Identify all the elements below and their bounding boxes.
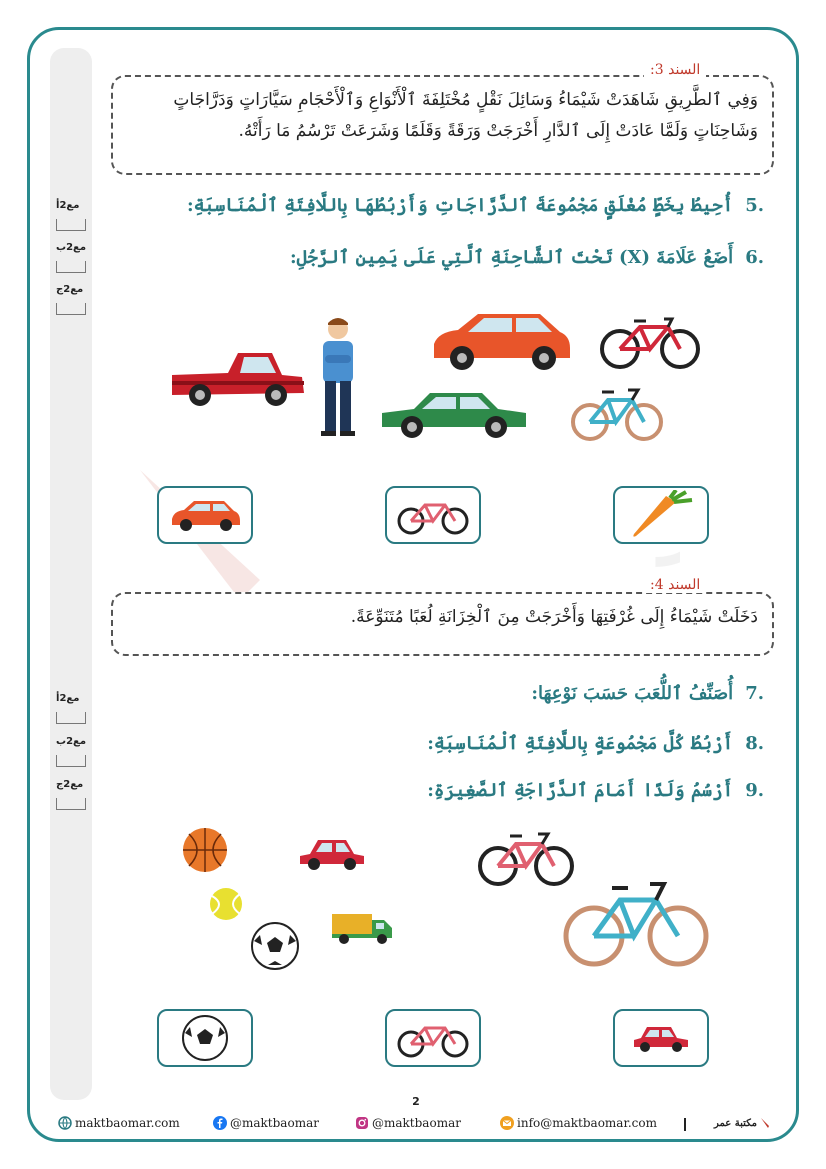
sanad-4-box bbox=[111, 592, 774, 656]
label-carrot[interactable] bbox=[613, 486, 709, 544]
label-bicycle[interactable] bbox=[385, 486, 481, 544]
footer-facebook-text: @maktbaomar bbox=[230, 1116, 319, 1130]
question-6 bbox=[290, 247, 764, 268]
criterion-box[interactable] bbox=[56, 261, 86, 273]
ball-icon bbox=[180, 1013, 230, 1063]
pickup-truck-image[interactable] bbox=[168, 345, 308, 409]
footer-email[interactable] bbox=[500, 1116, 657, 1130]
orange-car-image[interactable] bbox=[428, 308, 573, 373]
question-text: أَضَعُ عَلَامَةَ (X) تَحْتَ ٱلشَّاحِنَةِ ٱلَّتِي عَلَى يَمِينِ ٱلرَّجُلِ: bbox=[290, 247, 734, 268]
footer-website-text: maktbaomar.com bbox=[75, 1116, 180, 1130]
logo-pen-icon bbox=[760, 1117, 770, 1129]
car-icon bbox=[168, 497, 242, 533]
label-car[interactable] bbox=[157, 486, 253, 544]
toy-truck-image[interactable] bbox=[330, 910, 394, 946]
red-bicycle-image[interactable] bbox=[598, 313, 702, 371]
facebook-icon bbox=[213, 1116, 227, 1130]
question-9 bbox=[427, 780, 764, 801]
footer-facebook[interactable] bbox=[213, 1116, 319, 1130]
green-car-image[interactable] bbox=[378, 385, 530, 440]
tennis-ball-image[interactable] bbox=[208, 886, 244, 922]
question-number: .6 bbox=[745, 247, 764, 268]
criterion-box[interactable] bbox=[56, 219, 86, 231]
soccer-ball-image[interactable] bbox=[250, 921, 300, 971]
label-car-2[interactable] bbox=[613, 1009, 709, 1067]
question-text: أُصَنِّفُ ٱللُّعَبَ حَسَبَ نَوْعِهَا: bbox=[531, 683, 734, 704]
bicycle-icon bbox=[395, 495, 471, 535]
footer-instagram-text: @maktbaomar bbox=[372, 1116, 461, 1130]
footer-logo-text: مكتبة عمر bbox=[714, 1117, 758, 1129]
criterion-box[interactable] bbox=[56, 798, 86, 810]
label-bicycle-2[interactable] bbox=[385, 1009, 481, 1067]
question-number: .8 bbox=[745, 733, 764, 754]
page-number: 2 bbox=[412, 1095, 420, 1108]
big-bicycle-image[interactable] bbox=[560, 876, 712, 968]
question-text: أَرْبُطُ كُلَّ مَجْمُوعَةٍ بِاللَّافِتَةِ ٱلْمُنَاسِبَةِ: bbox=[427, 733, 734, 754]
criterion-label: مع2أ bbox=[56, 693, 80, 704]
criterion-label: مع2ج bbox=[56, 779, 84, 790]
footer-instagram[interactable] bbox=[355, 1116, 461, 1130]
sanad-4-label: السند 4: bbox=[644, 577, 706, 593]
footer-email-text: info@maktbaomar.com bbox=[517, 1116, 658, 1130]
sanad-4-text: دَخَلَتْ شَيْمَاءُ إِلَى غُرْفَتِهَا وَأَخْرَجَتْ مِنَ ٱلْخِزَانَةِ لُعَبًا مُتَنَوِّعَةً. bbox=[350, 607, 758, 627]
question-5 bbox=[187, 195, 764, 216]
man-image[interactable] bbox=[313, 315, 363, 440]
instagram-icon bbox=[355, 1116, 369, 1130]
blue-bicycle-image[interactable] bbox=[568, 384, 666, 442]
criterion-label: مع2أ bbox=[56, 200, 80, 211]
sanad-3-box bbox=[111, 75, 774, 175]
question-8 bbox=[427, 733, 764, 754]
criterion-box[interactable] bbox=[56, 755, 86, 767]
question-text: أَرْسُمُ وَلَدًا أَمَامَ ٱلدَّرَّاجَةِ ٱلصَّغِيرَةِ: bbox=[427, 780, 734, 801]
criterion-label: مع2ج bbox=[56, 284, 84, 295]
criterion-label: مع2ب bbox=[56, 736, 87, 747]
globe-icon bbox=[58, 1116, 72, 1130]
basketball-image[interactable] bbox=[181, 826, 229, 874]
footer-logo bbox=[714, 1117, 770, 1129]
sanad-3-label: السند 3: bbox=[644, 62, 706, 78]
car-icon bbox=[631, 1022, 691, 1054]
carrot-icon bbox=[626, 490, 696, 540]
criterion-label: مع2ب bbox=[56, 242, 87, 253]
question-number: .9 bbox=[745, 780, 764, 801]
email-icon bbox=[500, 1116, 514, 1130]
criterion-box[interactable] bbox=[56, 303, 86, 315]
footer-website[interactable] bbox=[58, 1116, 180, 1130]
footer bbox=[0, 1116, 826, 1136]
question-number: .5 bbox=[745, 195, 764, 216]
footer-divider bbox=[684, 1118, 686, 1131]
question-number: .7 bbox=[745, 683, 764, 704]
sanad-3-text: وَفِي ٱلطَّرِيقِ شَاهَدَتْ شَيْمَاءُ وَسَائِلَ نَقْلٍ مُخْتَلِفَةَ ٱلْأَنْوَاعِ وَٱلْأَحْجَامِ سَيَّارَاتٍ وَدَرَّاجَاتٍ وَشَاحِنَاتٍ وَلَمَّا عَادَتْ إِلَى ٱلدَّارِ أَخْرَجَتْ وَرَقَةً وَقَلَمًا وَشَرَعَتْ تَرْسُمُ مَا رَأَتْهُ. bbox=[173, 90, 758, 141]
toy-car-image[interactable] bbox=[296, 832, 368, 872]
question-text: أُحِيطُ بِخَطٍّ مُغْلَقٍ مَجْمُوعَةَ ٱلدَّرَّاجَاتِ وَأَرْبُطُهَا بِاللَّافِتَةِ ٱلْمُنَاسِبَةِ: bbox=[186, 195, 734, 216]
bicycle-icon bbox=[395, 1018, 471, 1058]
question-7 bbox=[531, 683, 764, 704]
criterion-box[interactable] bbox=[56, 712, 86, 724]
label-ball[interactable] bbox=[157, 1009, 253, 1067]
